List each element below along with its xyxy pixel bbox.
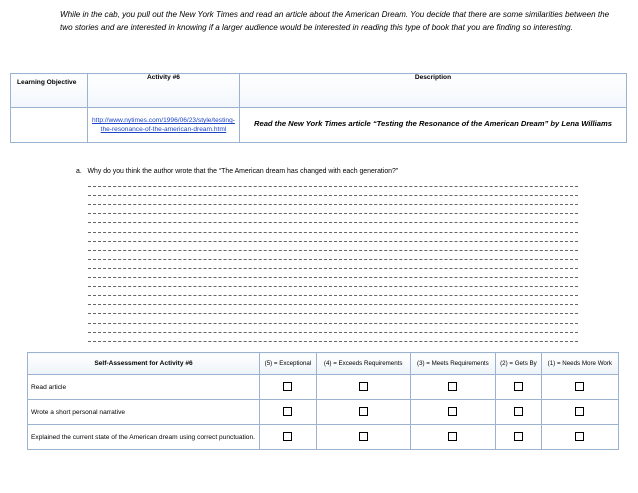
activity-row bbox=[11, 108, 627, 143]
intro-paragraph: While in the cab, you pull out the New York Times and read an article about the American Dream. You decide that there are some similarities between the two stories and are interested in knowing if a larger audience would be interested in reading this type of book that you are finding so interesting. bbox=[60, 10, 610, 32]
article-link[interactable]: http://www.nytimes.com/1996/06/23/style/testing-the-resonance-of-the-american-dream.html bbox=[88, 108, 240, 143]
rating-column-header: (4) = Exceeds Requirements bbox=[316, 353, 410, 375]
rating-checkbox[interactable] bbox=[514, 382, 523, 391]
rating-cell bbox=[410, 375, 496, 400]
rating-cell bbox=[541, 375, 618, 400]
answer-line[interactable] bbox=[88, 296, 578, 305]
answer-line[interactable] bbox=[88, 214, 578, 223]
rating-checkbox[interactable] bbox=[448, 407, 457, 416]
answer-line[interactable] bbox=[88, 196, 578, 205]
answer-line[interactable] bbox=[88, 251, 578, 260]
answer-line[interactable] bbox=[88, 223, 578, 232]
answer-line[interactable] bbox=[88, 187, 578, 196]
question-text: Why do you think the author wrote that the “The American dream has changed with each generation?” bbox=[87, 168, 399, 175]
rating-checkbox[interactable] bbox=[283, 432, 292, 441]
answer-lines[interactable] bbox=[88, 178, 578, 342]
description-header: Description bbox=[239, 74, 626, 108]
rating-cell bbox=[496, 425, 541, 450]
rating-cell bbox=[541, 400, 618, 425]
answer-line[interactable] bbox=[88, 260, 578, 269]
answer-line[interactable] bbox=[88, 269, 578, 278]
rating-cell bbox=[260, 425, 317, 450]
rating-cell bbox=[316, 400, 410, 425]
assessment-criterion: Read article bbox=[28, 375, 260, 400]
rating-cell bbox=[260, 375, 317, 400]
rating-cell bbox=[260, 400, 317, 425]
rating-checkbox[interactable] bbox=[514, 432, 523, 441]
learning-objective-cell bbox=[11, 108, 88, 143]
rating-checkbox[interactable] bbox=[575, 407, 584, 416]
answer-line[interactable] bbox=[88, 333, 578, 342]
question-label: a. bbox=[76, 168, 82, 175]
activity-description: Read the New York Times article “Testing the Resonance of the American Dream” by Lena Williams bbox=[239, 108, 626, 143]
rating-column-header: (3) = Meets Requirements bbox=[410, 353, 496, 375]
rating-cell bbox=[541, 425, 618, 450]
answer-line[interactable] bbox=[88, 178, 578, 187]
rating-checkbox[interactable] bbox=[359, 432, 368, 441]
answer-line[interactable] bbox=[88, 287, 578, 296]
assessment-row bbox=[28, 400, 619, 425]
assessment-row bbox=[28, 425, 619, 450]
rating-column-header: (1) = Needs More Work bbox=[541, 353, 618, 375]
answer-line[interactable] bbox=[88, 278, 578, 287]
rating-cell bbox=[410, 400, 496, 425]
assessment-criterion: Wrote a short personal narrative bbox=[28, 400, 260, 425]
assessment-criterion: Explained the current state of the American dream using correct punctuation. bbox=[28, 425, 260, 450]
rating-checkbox[interactable] bbox=[359, 382, 368, 391]
answer-line[interactable] bbox=[88, 324, 578, 333]
answer-line[interactable] bbox=[88, 314, 578, 323]
rating-checkbox[interactable] bbox=[448, 382, 457, 391]
self-assessment-header-row bbox=[28, 353, 619, 375]
assessment-row bbox=[28, 375, 619, 400]
answer-line[interactable] bbox=[88, 233, 578, 242]
rating-checkbox[interactable] bbox=[283, 382, 292, 391]
answer-line[interactable] bbox=[88, 305, 578, 314]
rating-checkbox[interactable] bbox=[514, 407, 523, 416]
rating-cell bbox=[316, 375, 410, 400]
rating-cell bbox=[496, 375, 541, 400]
rating-column-header: (5) = Exceptional bbox=[260, 353, 317, 375]
learning-objective-header: Learning Objective bbox=[11, 74, 88, 108]
question bbox=[76, 168, 398, 175]
self-assessment-table bbox=[27, 352, 619, 450]
rating-cell bbox=[496, 400, 541, 425]
activity-header: Activity #6 bbox=[88, 74, 240, 108]
rating-checkbox[interactable] bbox=[448, 432, 457, 441]
rating-cell bbox=[316, 425, 410, 450]
activity-table bbox=[10, 73, 627, 143]
rating-column-header: (2) = Gets By bbox=[496, 353, 541, 375]
rating-checkbox[interactable] bbox=[359, 407, 368, 416]
answer-line[interactable] bbox=[88, 205, 578, 214]
activity-header-row bbox=[11, 74, 627, 108]
self-assessment-title: Self-Assessment for Activity #6 bbox=[28, 353, 260, 375]
rating-cell bbox=[410, 425, 496, 450]
rating-checkbox[interactable] bbox=[575, 382, 584, 391]
rating-checkbox[interactable] bbox=[283, 407, 292, 416]
rating-checkbox[interactable] bbox=[575, 432, 584, 441]
answer-line[interactable] bbox=[88, 242, 578, 251]
